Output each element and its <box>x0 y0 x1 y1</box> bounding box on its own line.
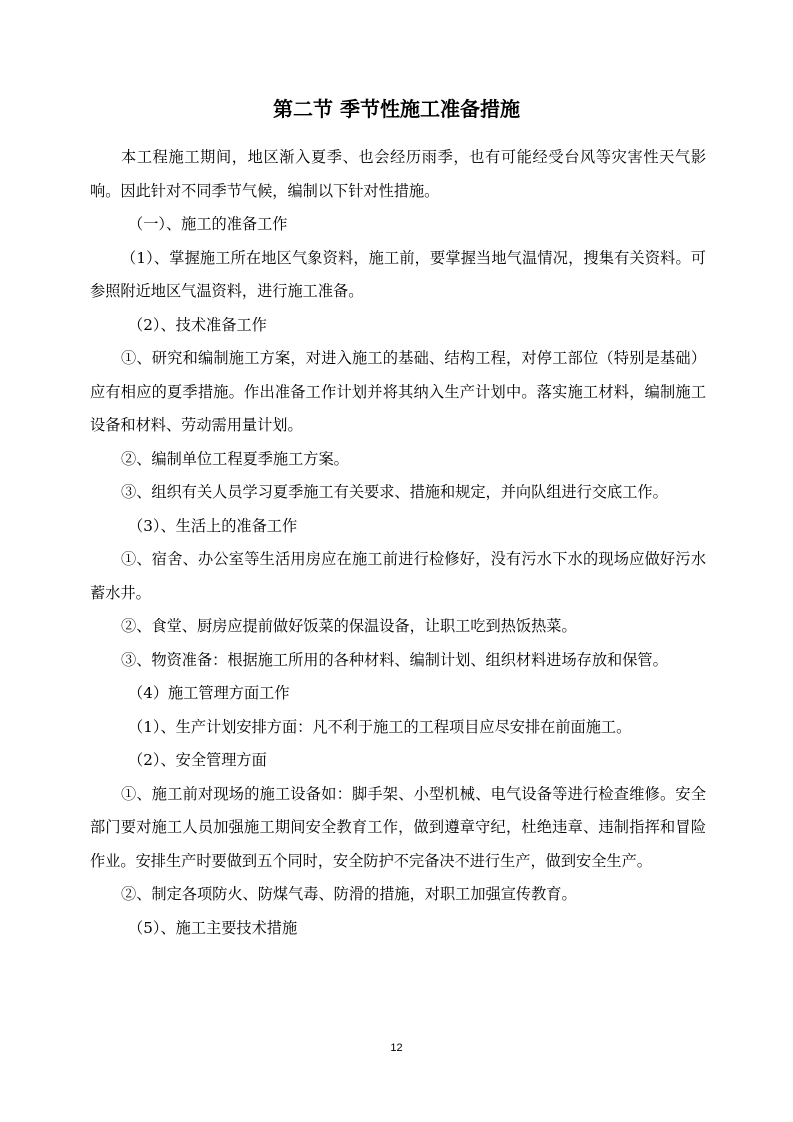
subheading-management: （4）施工管理方面工作 <box>128 684 290 702</box>
paragraph-dormitory: ①、宿舍、办公室等生活用房应在施工前进行检修好，没有污水下水的现场应做好污水蓄水井。 <box>90 550 706 602</box>
paragraph-summer-plan: ②、编制单位工程夏季施工方案。 <box>121 449 349 468</box>
paragraph-staff-training: ③、组织有关人员学习夏季施工有关要求、措施和规定，并向队组进行交底工作。 <box>121 483 668 501</box>
section-heading-preparation: （一）、施工的准备工作 <box>128 215 288 233</box>
paragraph-safety-inspection: ①、施工前对现场的施工设备如：脚手架、小型机械、电气设备等进行检查维修。安全部门要对施工人员加强施工期间安全教育工作，做到遵章守纪，杜绝违章、违制指挥和冒险作业。安排生产时要做到五个同时，安全防护不完备决不进行生产，做到安全生产。 <box>90 784 706 870</box>
page-title: 第二节 季节性施工准备措施 <box>273 97 520 121</box>
subheading-safety-management: （2）、安全管理方面 <box>128 751 267 769</box>
paragraph-construction-plan: ①、研究和编制施工方案，对进入施工的基础、结构工程，对停工部位（特别是基础）应有相应的夏季措施。作出准备工作计划并将其纳入生产计划中。落实施工材料，编制施工设备和材料、劳动需用量计划。 <box>90 349 706 434</box>
paragraph-fire-prevention: ②、制定各项防火、防煤气毒、防滑的措施，对职工加强宣传教育。 <box>121 885 577 903</box>
paragraph-materials: ③、物资准备：根据施工所用的各种材料、编制计划、组织材料进场存放和保管。 <box>121 650 668 669</box>
document-body <box>90 141 706 945</box>
subheading-technical-measures: （5）、施工主要技术措施 <box>128 918 298 937</box>
paragraph-canteen: ②、食堂、厨房应提前做好饭菜的保温设备，让职工吃到热饭热菜。 <box>121 617 577 635</box>
subheading-technical-preparation: （2）、技术准备工作 <box>128 315 267 334</box>
paragraph-intro: 本工程施工期间，地区渐入夏季、也会经历雨季，也有可能经受台风等灾害性天气影响。因此针对不同季节气候，编制以下针对性措施。 <box>90 148 706 200</box>
paragraph-weather-data: （1）、掌握施工所在地区气象资料，施工前，要掌握当地气温情况，搜集有关资料。可参照附近地区气温资料，进行施工准备。 <box>90 248 706 300</box>
paragraph-production-plan: （1）、生产计划安排方面：凡不利于施工的工程项目应尽安排在前面施工。 <box>128 717 632 736</box>
subheading-living-preparation: （3）、生活上的准备工作 <box>128 516 298 535</box>
page-number: 12 <box>390 1042 403 1054</box>
